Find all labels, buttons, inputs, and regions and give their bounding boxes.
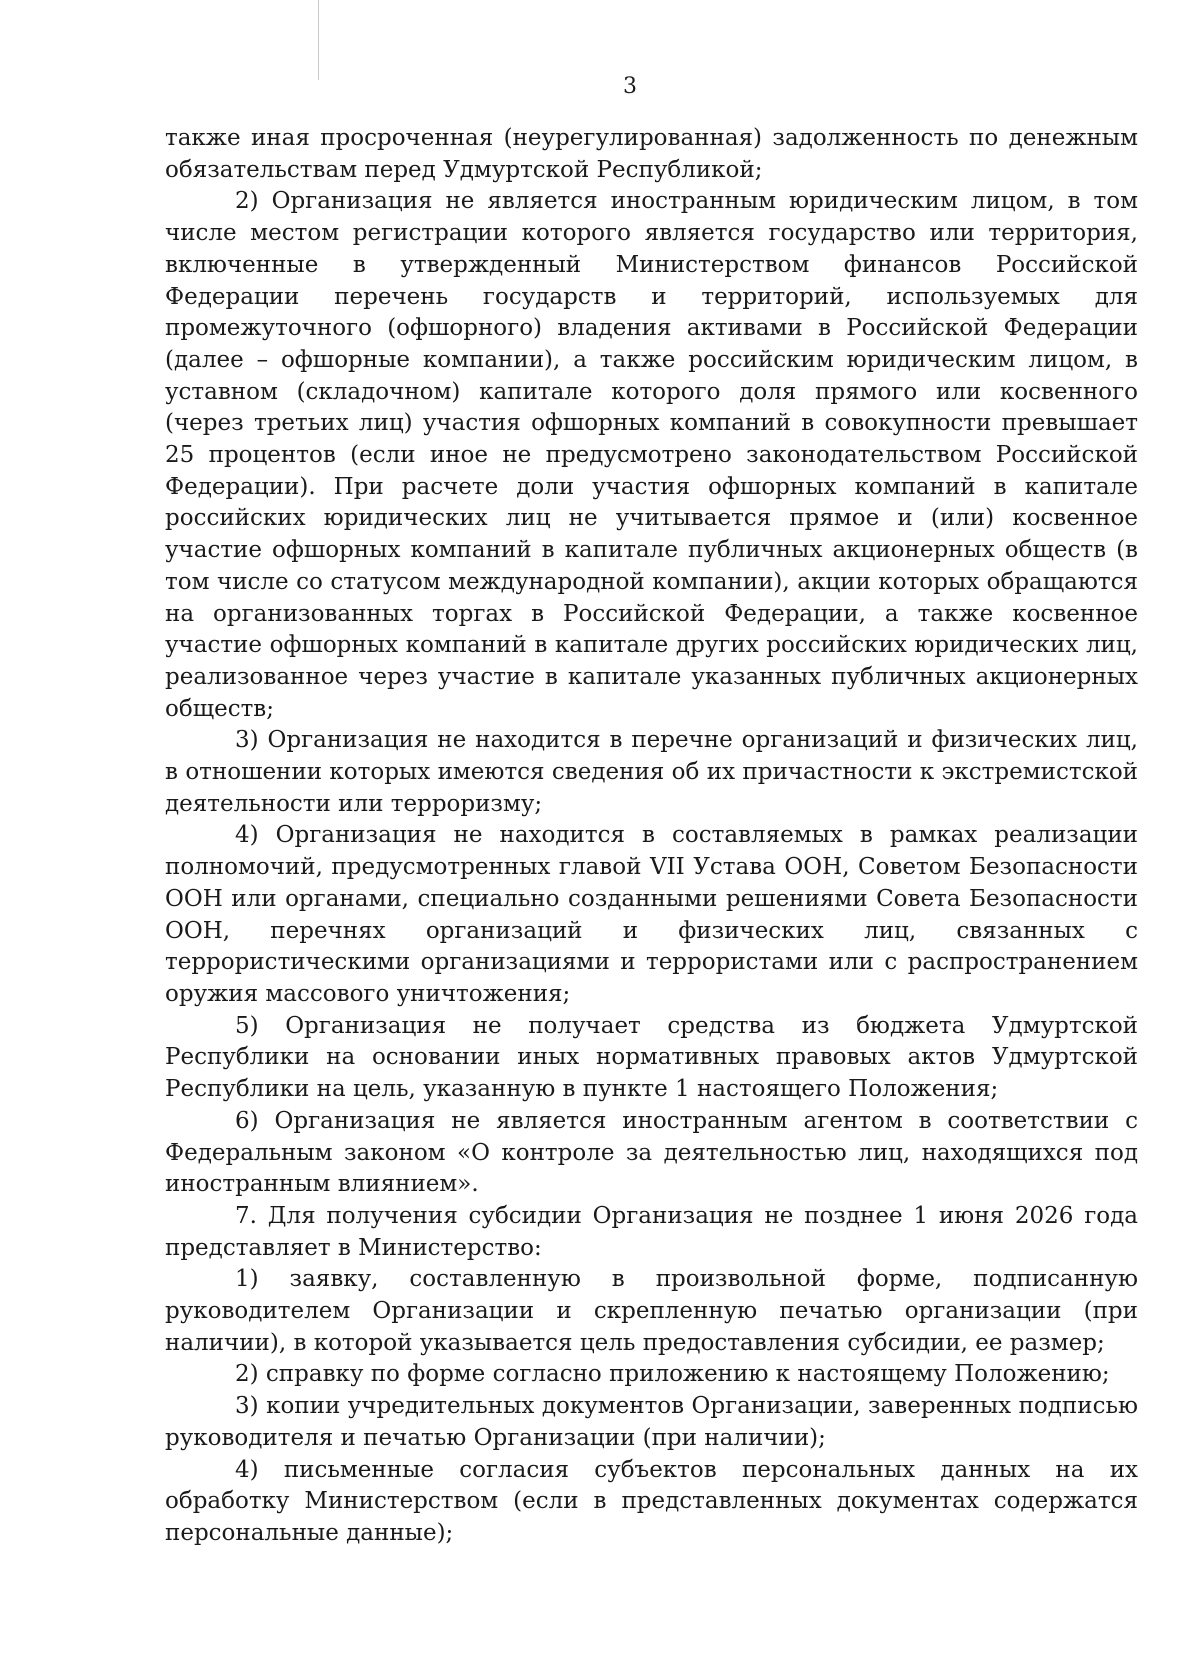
paragraph-item-3: 3) Организация не находится в перечне организаций и физических лиц, в отношении которых имеются сведения об их причастности к экстремистской деятельности или терроризму;: [165, 727, 1138, 817]
paragraph-section-7: 7. Для получения субсидии Организация не позднее 1 июня 2026 года представляет в Министерство:: [165, 1202, 1138, 1261]
paragraph-item-4: 4) Организация не находится в составляемых в рамках реализации полномочий, предусмотренных главой VII Устава ООН, Советом Безопасности ООН или органами, специально созданными решениями Совета Безопасности ООН, перечнях организаций и физических лиц, связанных с террористическими организациями и террористами или с распространением оружия массового уничтожения;: [165, 822, 1138, 1007]
paragraph-item-5: 5) Организация не получает средства из бюджета Удмуртской Республики на основании иных нормативных правовых актов Удмуртской Республики на цель, указанную в пункте 1 настоящего Положения;: [165, 1012, 1138, 1103]
paragraph-item-2: 2) Организация не является иностранным юридическим лицом, в том числе местом регистрации которого является государство или территория, включенные в утвержденный Министерством финансов Российской Федерации перечень государств и территорий, используемых для промежуточного (офшорного) владения активами в Российской Федерации (далее – офшорные компании), а также российским юридическим лицом, в уставном (складочном) капитале которого доля прямого или косвенного (через третьих лиц) участия офшорных компаний в совокупности превышает 25 процентов (если иное не предусмотрено законодательством Российской Федерации). При расчете доли участия офшорных компаний в капитале российских юридических лиц не учитывается прямое и (или) косвенное участие офшорных компаний в капитале публичных акционерных обществ (в том числе со статусом международной компании), акции которых обращаются на организованных торгах в Российской Федерации, а также косвенное участие офшорных компаний в капитале других российских юридических лиц, реализованное через участие в капитале указанных публичных акционерных обществ;: [165, 188, 1138, 722]
paragraph-continuation: также иная просроченная (неурегулированная) задолженность по денежным обязательствам перед Удмуртской Республикой;: [165, 125, 1138, 183]
document-body: [165, 123, 1138, 1550]
page-number: 3: [623, 74, 637, 99]
scan-artifact-line: [318, 0, 319, 80]
paragraph-subitem-2: 2) справку по форме согласно приложению к настоящему Положению;: [235, 1361, 1110, 1388]
paragraph-subitem-1: 1) заявку, составленную в произвольной форме, подписанную руководителем Организации и скрепленную печатью организации (при наличии), в которой указывается цель предоставления субсидии, ее размер;: [165, 1266, 1138, 1356]
paragraph-item-6: 6) Организация не является иностранным агентом в соответствии с Федеральным законом «О контроле за деятельностью лиц, находящихся под иностранным влиянием».: [165, 1107, 1138, 1198]
paragraph-subitem-4: 4) письменные согласия субъектов персональных данных на их обработку Министерством (если в представленных документах содержатся персональные данные);: [165, 1456, 1138, 1546]
paragraph-subitem-3: 3) копии учредительных документов Организации, заверенных подписью руководителя и печатью Организации (при наличии);: [165, 1393, 1138, 1451]
